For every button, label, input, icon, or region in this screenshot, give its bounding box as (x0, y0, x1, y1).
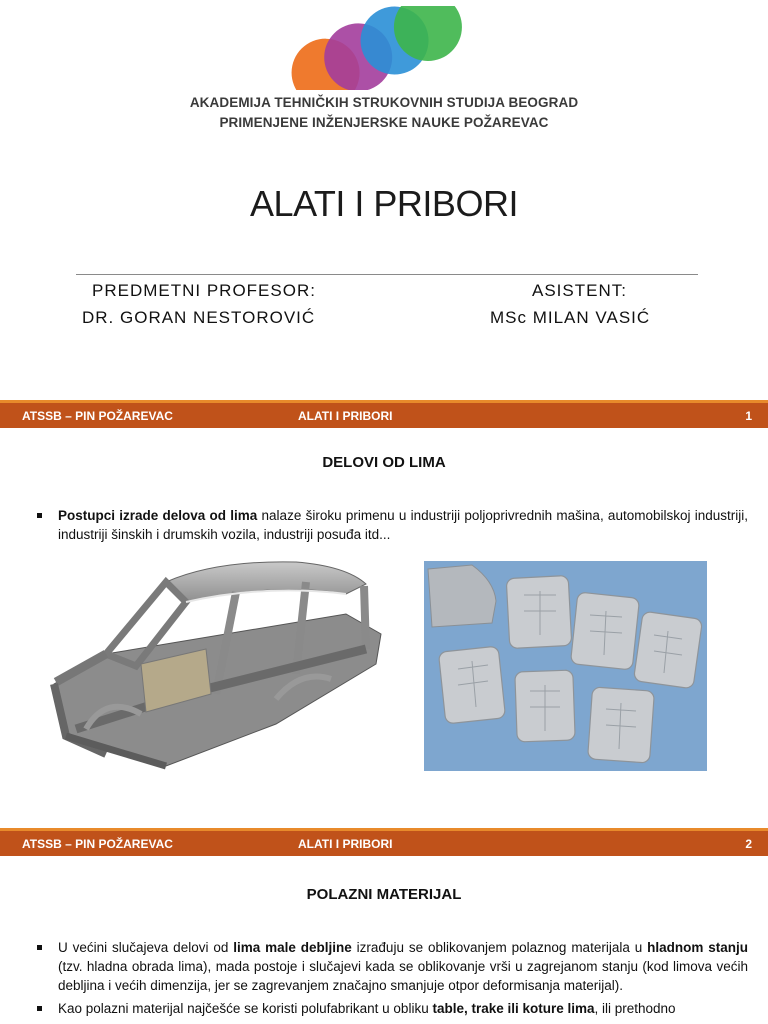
title-divider (76, 274, 698, 275)
list-item (36, 938, 748, 995)
bullet-text: (tzv. hladna obrada lima), mada postoje i slučajevi kada se oblikovanje vrši u zagrejanom stanju (kod limova većih debljina i većih dimenzija, jer se zagrevanjem značajno smanjuje otpor deformisanja materijal). (58, 959, 748, 993)
bullet-text: nalaze široku primenu u industriji poljoprivrednih mašina, automobilskoj industriji, industriji šinskih i drumskih vozila, industriji posuđa itd... (58, 508, 748, 542)
bold-phrase: Postupci izrade delova od lima (58, 508, 258, 523)
slide-heading: POLAZNI MATERIJAL (306, 886, 462, 903)
stamped-sheet-metal-pans-photo (424, 561, 707, 771)
slide-footer-bar (0, 828, 768, 856)
bullet-text: izrađuju se oblikovanjem polaznog materijala u (351, 940, 648, 955)
footer-institution: ATSSB – PIN POŽAREVAC (22, 409, 173, 423)
bullet-text: Kao polazni materijal najčešće se koristi polufabrikant u obliku (58, 1001, 433, 1016)
bold-phrase: lima male debljine (233, 940, 352, 955)
footer-course: ALATI I PRIBORI (298, 837, 393, 851)
assistant-name: MSc MILAN VASIĆ (490, 308, 651, 327)
slide-number: 1 (745, 409, 752, 423)
slide-footer-bar (0, 400, 768, 428)
bold-phrase: table, trake ili koture lima (432, 1001, 595, 1016)
bold-phrase: hladnom stanju (647, 940, 748, 955)
institution-line-2: PRIMENJENE INŽENJERSKE NAUKE POŽAREVAC (219, 115, 549, 130)
professor-name: DR. GORAN NESTOROVIĆ (82, 308, 316, 327)
car-body-frame-photo (46, 554, 386, 779)
professor-label: PREDMETNI PROFESOR: (92, 281, 316, 300)
title-slide (0, 0, 768, 396)
bullet-text: , ili prethodno (594, 1001, 676, 1016)
footer-institution: ATSSB – PIN POŽAREVAC (22, 837, 173, 851)
slide-1 (0, 396, 768, 824)
presentation-title: ALATI I PRIBORI (250, 183, 518, 224)
bullet-list (36, 506, 748, 548)
academy-logo (276, 6, 476, 90)
slide-number: 2 (745, 837, 752, 851)
slide-2 (0, 824, 768, 1024)
slide-heading: DELOVI OD LIMA (322, 454, 446, 471)
list-item (36, 506, 748, 544)
footer-course: ALATI I PRIBORI (298, 409, 393, 423)
list-item (36, 999, 748, 1018)
institution-line-1: AKADEMIJA TEHNIČKIH STRUKOVNIH STUDIJA BEOGRAD (189, 95, 579, 110)
bullet-list (36, 938, 748, 1022)
assistant-label: ASISTENT: (532, 281, 627, 300)
bullet-text: U većini slučajeva delovi od (58, 940, 234, 955)
